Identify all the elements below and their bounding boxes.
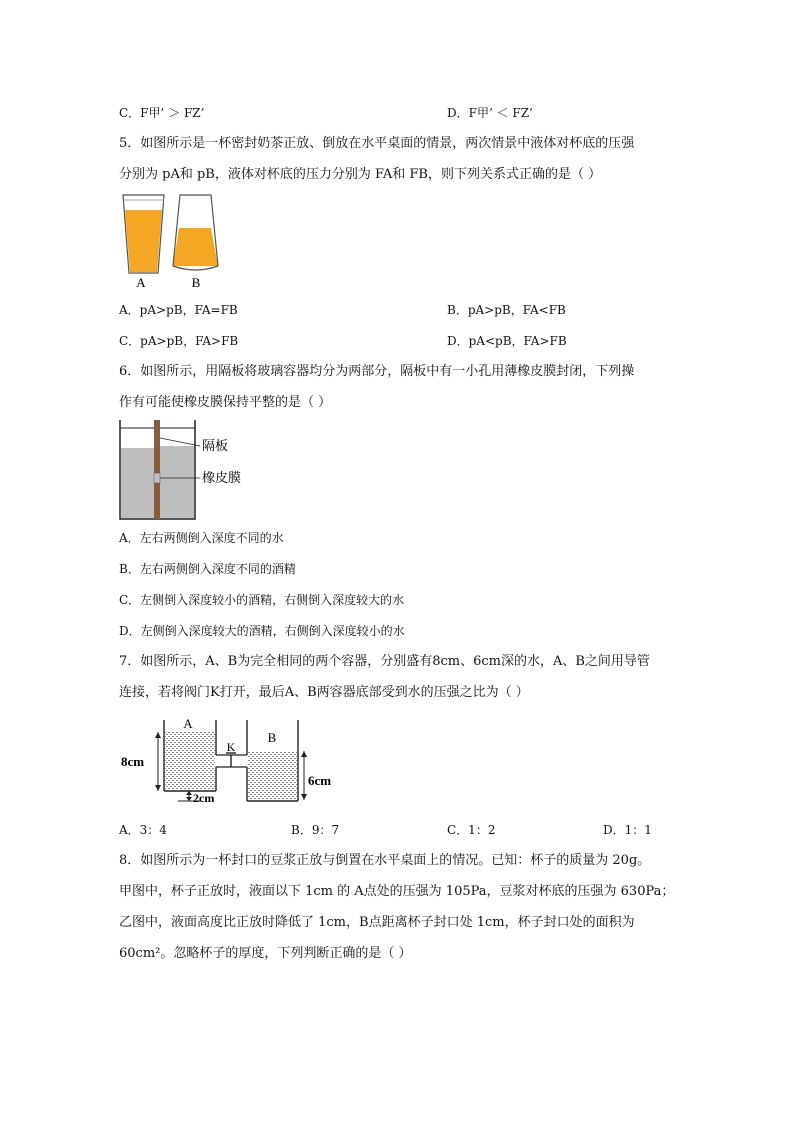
cup-b-liquid: [173, 228, 218, 266]
cup-a-label: A: [136, 275, 146, 290]
q5-stem-line-1: 5．如图所示是一杯密封奶茶正放、倒放在水平桌面的情景，两次情景中液体对杯底的压强: [119, 136, 635, 151]
q7-stem-line-1: 7．如图所示，A、B为完全相同的两个容器，分别盛有8cm、6cm深的水，A、B之间用导管: [119, 654, 650, 669]
partition: [154, 420, 160, 519]
q5-option-a: A．pA>pB，FA=FB: [119, 303, 238, 317]
depth-a-label: 8cm: [121, 754, 145, 769]
q5-milk-tea-figure: [118, 190, 228, 290]
q8-stem-line-2: 甲图中，杯子正放时，液面以下 1cm 的 A点处的压强为 105Pa，豆浆对杯底的压强为 630Pa；: [119, 884, 675, 899]
left-liquid: [121, 448, 154, 518]
right-liquid: [160, 446, 194, 518]
q6-option-a: A．左右两侧倒入深度不同的水: [119, 531, 284, 545]
cup-a-liquid: [125, 210, 162, 272]
membrane: [154, 473, 160, 483]
container-a-label: A: [183, 716, 193, 731]
membrane-label: 橡皮膜: [202, 470, 242, 485]
q5-option-d: D．pA<pB，FA>FB: [447, 334, 567, 348]
container-b-water: [248, 751, 297, 800]
q6-stem-line-2: 作有可能使橡皮膜保持平整的是（ ）: [119, 395, 332, 410]
q6-stem-line-1: 6．如图所示，用隔板将玻璃容器均分为两部分，隔板中有一小孔用薄橡皮膜封闭，下列操: [119, 364, 635, 379]
container-a-water: [165, 732, 215, 790]
q4-option-d: D．F甲’ ＜ FZ’: [447, 106, 533, 120]
q8-stem-line-1: 8．如图所示为一杯封口的豆浆正放与倒置在水平桌面上的情况。已知：杯子的质量为 20g。: [119, 853, 651, 868]
q6-option-b: B．左右两侧倒入深度不同的酒精: [119, 562, 296, 576]
q7-stem-line-2: 连接，若将阀门K打开，最后A、B两容器底部受到水的压强之比为（ ）: [119, 685, 529, 700]
q8-stem-line-4: 60cm²。忽略杯子的厚度，下列判断正确的是（ ）: [119, 946, 412, 961]
depth-b-label: 6cm: [308, 773, 332, 788]
valve-k-label: K: [226, 740, 236, 754]
q5-option-c: C．pA>pB，FA>FB: [119, 334, 239, 348]
q7-option-a: A．3：4: [119, 823, 167, 837]
q5-stem-line-2: 分别为 pA和 pB，液体对杯底的压力分别为 FA和 FB，则下列关系式正确的是（ ）: [119, 167, 602, 182]
pipe-height-label: 2cm: [193, 791, 215, 805]
q7-option-d: D．1：1: [603, 823, 652, 837]
q5-option-b: B．pA>pB，FA<FB: [447, 303, 566, 317]
q7-option-b: B．9：7: [291, 823, 340, 837]
cup-b-label: B: [191, 275, 201, 290]
q6-option-d: D．左侧倒入深度较大的酒精，右侧倒入深度较小的水: [119, 624, 405, 638]
q6-container-figure: [118, 418, 258, 522]
q4-option-c: C．F甲’ ＞ FZ’: [119, 106, 205, 120]
q7-option-c: C．1：2: [447, 823, 496, 837]
q8-stem-line-3: 乙图中，液面高度比正放时降低了 1cm，B点距离杯子封口处 1cm，杯子封口处的面积为: [119, 915, 635, 930]
container-b-label: B: [267, 730, 277, 745]
partition-label: 隔板: [202, 438, 229, 453]
q6-option-c: C．左侧倒入深度较小的酒精，右侧倒入深度较大的水: [119, 593, 405, 607]
q7-connected-containers-figure: [118, 710, 358, 810]
